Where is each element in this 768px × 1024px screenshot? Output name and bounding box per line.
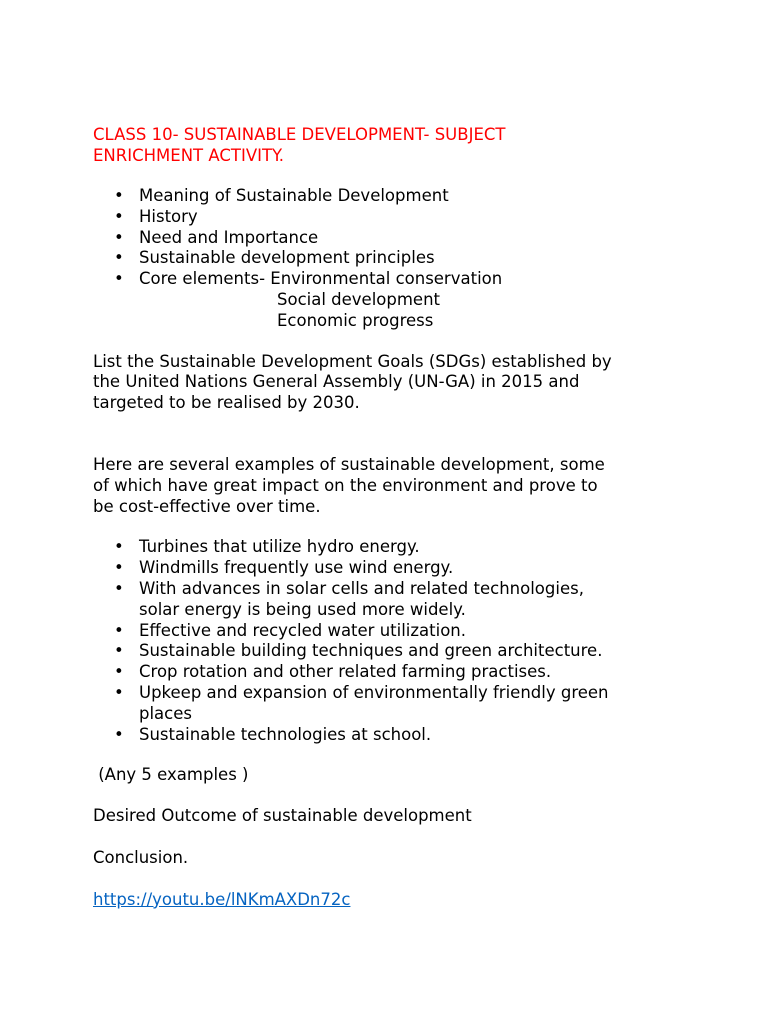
list-item bbox=[93, 537, 733, 558]
list-item-text: Upkeep and expansion of environmentally friendly green bbox=[139, 682, 609, 702]
paragraph-line: the United Nations General Assembly (UN-GA) in 2015 and bbox=[93, 372, 580, 392]
examples-list bbox=[93, 537, 733, 745]
bullet-icon: • bbox=[114, 186, 124, 205]
list-item-text: Sustainable technologies at school. bbox=[139, 724, 432, 744]
list-item bbox=[93, 228, 733, 249]
bullet-icon: • bbox=[114, 620, 124, 640]
list-item-text: Windmills frequently use wind energy. bbox=[139, 558, 454, 578]
bullet-icon: • bbox=[114, 227, 124, 247]
sdg-paragraph bbox=[93, 352, 733, 414]
list-item bbox=[93, 269, 733, 290]
document-page bbox=[93, 124, 733, 911]
list-item-text: places bbox=[139, 703, 192, 723]
list-item bbox=[93, 579, 733, 621]
paragraph-line: be cost-effective over time. bbox=[93, 496, 321, 516]
list-item bbox=[93, 186, 733, 207]
list-item bbox=[93, 683, 733, 725]
list-item bbox=[93, 725, 733, 746]
list-item bbox=[93, 558, 733, 579]
list-item-text: Effective and recycled water utilization. bbox=[139, 620, 467, 640]
core-sub-item: Economic progress bbox=[277, 310, 434, 330]
list-item-text: With advances in solar cells and related technologies, bbox=[139, 578, 584, 598]
list-item-text: Core elements- Environmental conservation bbox=[139, 269, 503, 289]
list-item-text: Sustainable development principles bbox=[139, 248, 435, 268]
list-item-text: Meaning of Sustainable Development bbox=[139, 186, 449, 205]
bullet-icon: • bbox=[114, 641, 124, 661]
bullet-icon: • bbox=[114, 248, 124, 268]
list-item bbox=[93, 662, 733, 683]
list-item-text: Sustainable building techniques and green architecture. bbox=[139, 641, 603, 661]
title-line-2: ENRICHMENT ACTIVITY. bbox=[93, 146, 285, 165]
list-item bbox=[93, 641, 733, 662]
bullet-icon: • bbox=[114, 682, 124, 702]
paragraph-line: targeted to be realised by 2030. bbox=[93, 393, 360, 413]
list-item-text: solar energy is being used more widely. bbox=[139, 599, 466, 619]
bullet-icon: • bbox=[114, 558, 124, 578]
list-item bbox=[93, 248, 733, 269]
document-title bbox=[93, 124, 733, 166]
examples-intro bbox=[93, 455, 733, 517]
bullet-icon: • bbox=[114, 537, 124, 557]
bullet-icon: • bbox=[114, 206, 124, 226]
video-link-row bbox=[93, 890, 733, 911]
paragraph-line: List the Sustainable Development Goals (SDGs) established by bbox=[93, 351, 612, 371]
core-sub-item: Social development bbox=[277, 289, 441, 309]
bullet-icon: • bbox=[114, 724, 124, 744]
list-item-text: Turbines that utilize hydro energy. bbox=[139, 537, 420, 557]
bullet-icon: • bbox=[114, 578, 124, 598]
list-item-text: Need and Importance bbox=[139, 227, 319, 247]
conclusion: Conclusion. bbox=[93, 847, 189, 867]
list-item bbox=[93, 621, 733, 642]
topic-list bbox=[93, 186, 733, 290]
any-five-note: (Any 5 examples ) bbox=[93, 765, 249, 785]
list-item bbox=[93, 207, 733, 228]
paragraph-line: of which have great impact on the environment and prove to bbox=[93, 475, 598, 495]
bullet-icon: • bbox=[114, 269, 124, 289]
paragraph-line: Here are several examples of sustainable development, some bbox=[93, 454, 605, 474]
title-line-1: CLASS 10- SUSTAINABLE DEVELOPMENT- SUBJECT bbox=[93, 125, 506, 144]
desired-outcome: Desired Outcome of sustainable development bbox=[93, 806, 472, 826]
list-item-text: Crop rotation and other related farming practises. bbox=[139, 662, 552, 682]
list-item-text: History bbox=[139, 206, 198, 226]
bullet-icon: • bbox=[114, 662, 124, 682]
video-link[interactable]: https://youtu.be/lNKmAXDn72c bbox=[93, 889, 351, 909]
